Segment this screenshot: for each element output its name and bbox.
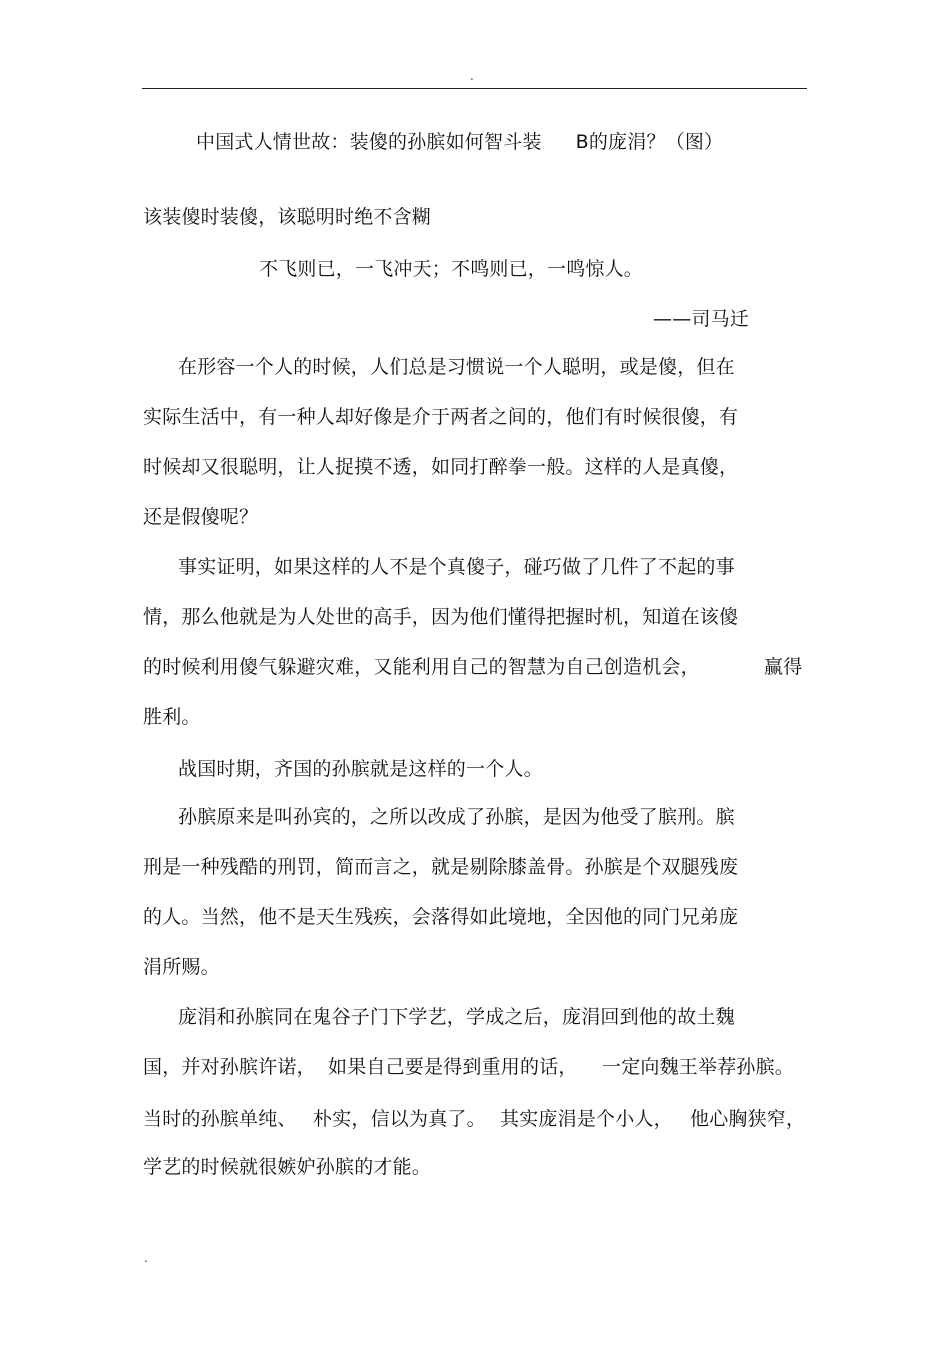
body-line: 涓所赐。: [143, 956, 220, 978]
body-line: 在形容一个人的时候，人们总是习惯说一个人聪明，或是傻，但在: [178, 356, 735, 378]
header-marker: .: [470, 69, 474, 83]
body-line: 的人。当然，他不是天生残疾，会落得如此境地，全因他的同门兄弟庞: [143, 906, 739, 928]
body-line: 学艺的时候就很嫉妒孙膑的才能。: [143, 1156, 432, 1178]
body-line: 孙膑原来是叫孙宾的，之所以改成了孙膑，是因为他受了膑刑。膑: [178, 806, 735, 828]
epigraph-quote: 不飞则已，一飞冲天；不鸣则已，一鸣惊人。: [259, 258, 644, 280]
body-line: 时候却又很聪明，让人捉摸不透，如同打醉拳一般。这样的人是真傻，: [143, 456, 739, 478]
body-line: 刑是一种残酷的刑罚，简而言之，就是剔除膝盖骨。孙膑是个双腿残废: [143, 856, 739, 878]
body-line: 事实证明，如果这样的人不是个真傻子，碰巧做了几件了不起的事: [178, 556, 735, 578]
body-line: 当时的孙膑单纯、: [143, 1108, 297, 1130]
body-line: 庞涓和孙膑同在鬼谷子门下学艺，学成之后，庞涓回到他的故土魏: [178, 1006, 735, 1028]
body-line: 还是假傻呢？: [143, 506, 259, 528]
body-line: 的时候利用傻气躲避灾难，又能利用自己的智慧为自己创造机会，: [143, 656, 700, 678]
body-line: 国，并对孙膑许诺，: [143, 1056, 316, 1078]
body-line: 战国时期，齐国的孙膑就是这样的一个人。: [178, 758, 543, 780]
body-line: 赢得: [764, 656, 803, 678]
body-line: 他心胸狭窄，: [690, 1108, 806, 1130]
body-line: 其实庞涓是个小人，: [500, 1108, 673, 1130]
title-part-1: 中国式人情世故：装傻的孙膑如何智斗装: [196, 131, 542, 153]
article-title: [196, 130, 723, 154]
header-rule: [142, 88, 807, 89]
body-line: 一定向魏王举荐孙膑。: [602, 1056, 795, 1078]
footer-marker: .: [144, 1251, 148, 1265]
body-line: 朴实，信以为真了。: [313, 1108, 486, 1130]
body-line: 情，那么他就是为人处世的高手，因为他们懂得把握时机，知道在该傻: [143, 606, 739, 628]
body-line: 胜利。: [143, 706, 201, 728]
body-line: 实际生活中，有一种人却好像是介于两者之间的，他们有时候很傻，有: [143, 406, 739, 428]
epigraph-attribution: ——司马迁: [653, 308, 750, 330]
title-part-2: B的庞涓？（图）: [575, 131, 724, 153]
body-line: 如果自己要是得到重用的话，: [328, 1056, 578, 1078]
subtitle: 该装傻时装傻，该聪明时绝不含糊: [143, 206, 432, 228]
